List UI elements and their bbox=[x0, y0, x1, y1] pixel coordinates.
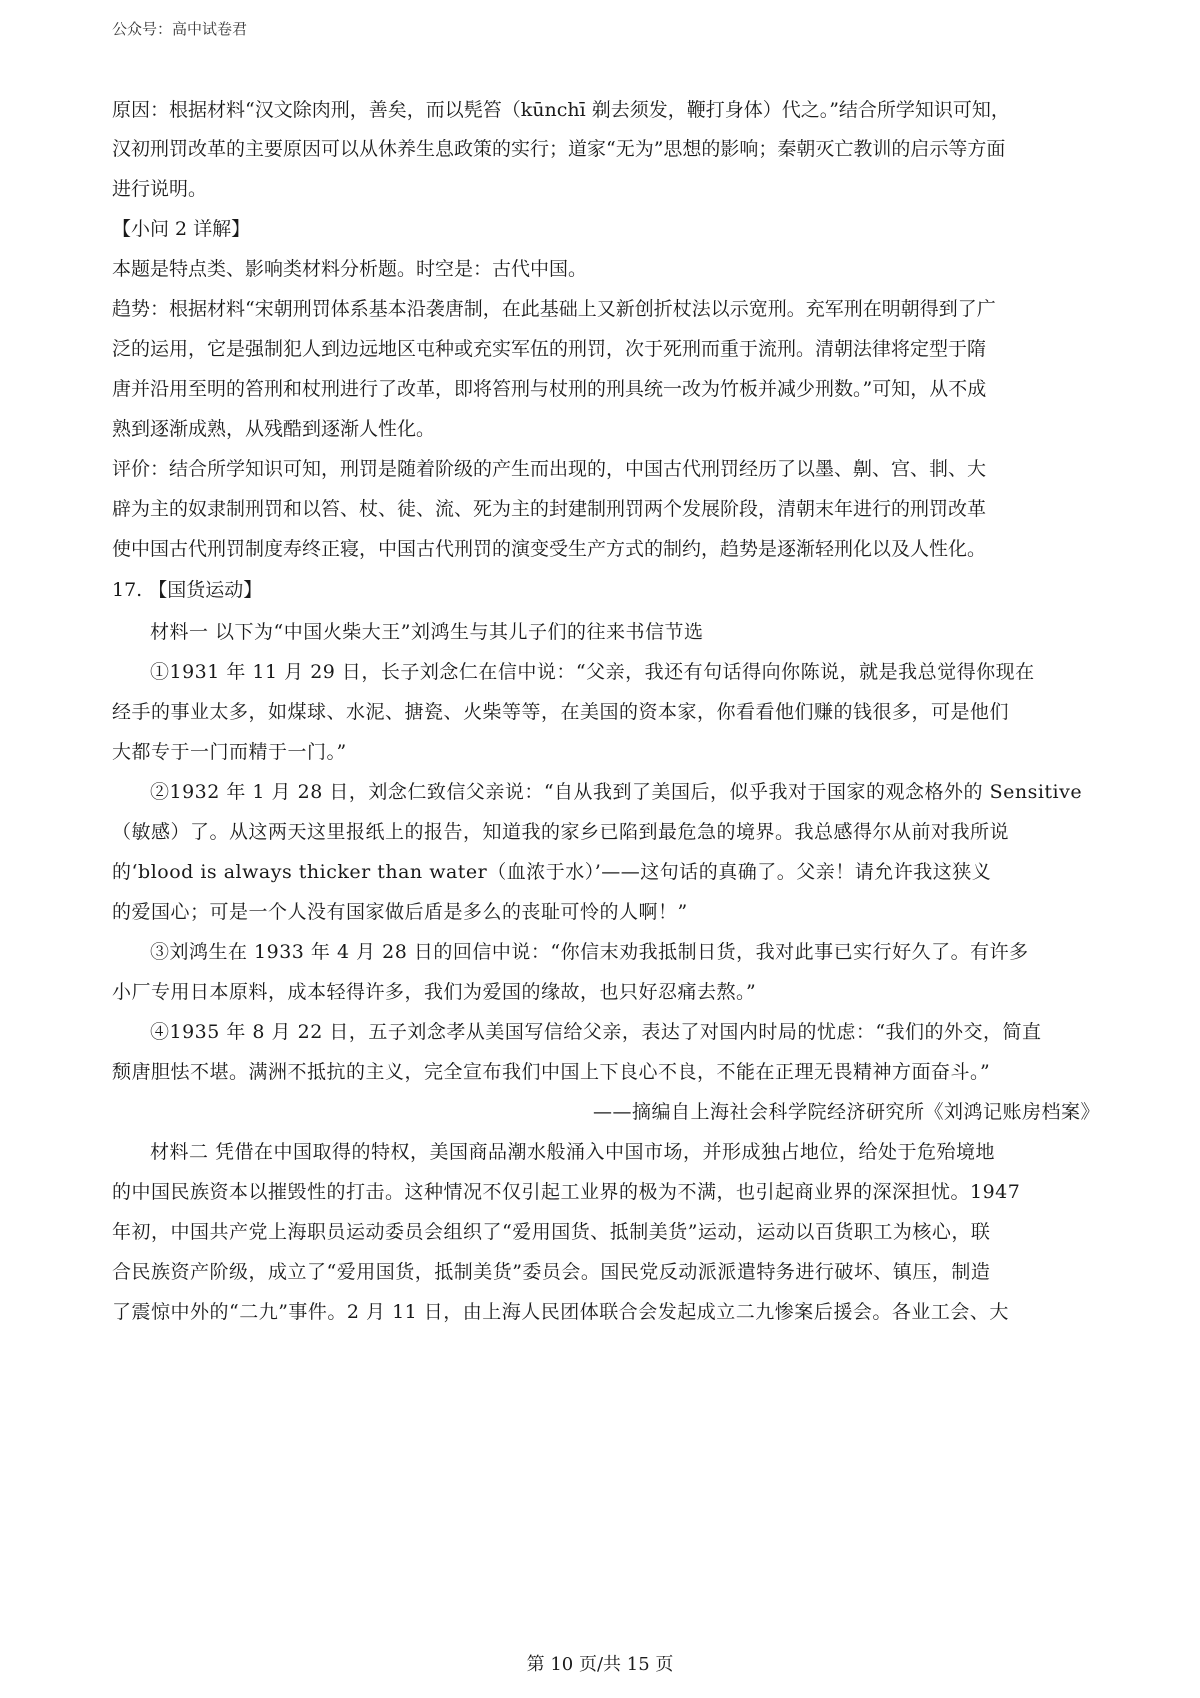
letter-2-line-1: ②1932 年 1 月 28 日，刘念仁致信父亲说：“自从我到了美国后，似乎我对于国家的观念格外的 Sensitive bbox=[150, 781, 1083, 803]
evaluation-line-1: 评价：结合所学知识可知，刑罚是随着阶级的产生而出现的，中国古代刑罚经历了以墨、劓、宫、剕、大 bbox=[112, 458, 987, 480]
material-1-title: 材料一 以下为“中国火柴大王”刘鸿生与其儿子们的往来书信节选 bbox=[150, 621, 704, 643]
evaluation-line-2: 辟为主的奴隶制刑罚和以笞、杖、徒、流、死为主的封建制刑罚两个发展阶段，清朝末年进行的刑罚改革 bbox=[112, 498, 987, 520]
letter-2-line-4: 的爱国心；可是一个人没有国家做后盾是多么的丧耻可怜的人啊！” bbox=[112, 901, 688, 923]
letter-1-line-3: 大都专于一门而精于一门。” bbox=[112, 741, 347, 763]
material-2-line-1: 材料二 凭借在中国取得的特权，美国商品潮水般涌入中国市场，并形成独占地位，给处于危殆境地 bbox=[150, 1141, 996, 1163]
page-number: 第 10 页/共 15 页 bbox=[526, 1654, 674, 1675]
letter-1-line-2: 经手的事业太多，如煤球、水泥、搪瓷、火柴等等，在美国的资本家，你看看他们赚的钱很多，可是他们 bbox=[112, 701, 1010, 723]
material-2-line-4: 合民族资产阶级，成立了“爱用国货，抵制美货”委员会。国民党反动派派遣特务进行破坏、镇压，制造 bbox=[112, 1261, 991, 1283]
trend-line-4: 熟到逐渐成熟，从残酷到逐渐人性化。 bbox=[112, 418, 436, 440]
reason-line-3: 进行说明。 bbox=[112, 178, 208, 200]
reason-line-2: 汉初刑罚改革的主要原因可以从休养生息政策的实行；道家“无为”思想的影响；秦朝灭亡教训的启示等方面 bbox=[112, 138, 1006, 160]
letter-2-line-2: （敏感）了。从这两天这里报纸上的报告，知道我的家乡已陷到最危急的境界。我总感得尔从前对我所说 bbox=[112, 821, 1010, 843]
sub2-title: 【小问 2 详解】 bbox=[112, 218, 251, 240]
letter-1-line-1: ①1931 年 11 月 29 日，长子刘念仁在信中说：“父亲，我还有句话得向你陈说，就是我总觉得你现在 bbox=[150, 661, 1035, 683]
header-account: 公众号：高中试卷君 bbox=[112, 20, 248, 38]
intro-line: 本题是特点类、影响类材料分析题。时空是：古代中国。 bbox=[112, 258, 588, 280]
question-17-title: 17. 【国货运动】 bbox=[112, 579, 263, 601]
trend-line-3: 唐并沿用至明的笞刑和杖刑进行了改革，即将笞刑与杖刑的刑具统一改为竹板并减少刑数。”可知，从不成 bbox=[112, 378, 987, 400]
letter-2-line-3: 的‘blood is always thicker than water（血浓于水）’——这句话的真确了。父亲！请允许我这狭义 bbox=[112, 861, 992, 883]
material-1-source: ——摘编自上海社会科学院经济研究所《刘鸿记账房档案》 bbox=[592, 1101, 1100, 1123]
letter-4-line-1: ④1935 年 8 月 22 日，五子刘念孝从美国写信给父亲，表达了对国内时局的忧虑：“我们的外交，简直 bbox=[150, 1021, 1042, 1043]
material-2-line-3: 年初，中国共产党上海职员运动委员会组织了“爱用国货、抵制美货”运动，运动以百货职工为核心，联 bbox=[112, 1221, 991, 1243]
trend-line-1: 趋势：根据材料“宋朝刑罚体系基本沿袭唐制，在此基础上又新创折杖法以示宽刑。充军刑在明朝得到了广 bbox=[112, 298, 996, 320]
reason-line-1: 原因：根据材料“汉文除肉刑，善矣，而以髡笞（kūnchī 剃去须发，鞭打身体）代之。”结合所学知识可知， bbox=[112, 99, 1010, 121]
letter-3-line-1: ③刘鸿生在 1933 年 4 月 28 日的回信中说：“你信末劝我抵制日货，我对此事已实行好久了。有许多 bbox=[150, 941, 1029, 963]
letter-3-line-2: 小厂专用日本原料，成本轻得许多，我们为爱国的缘故，也只好忍痛去熬。” bbox=[112, 981, 757, 1003]
material-2-line-2: 的中国民族资本以摧毁性的打击。这种情况不仅引起工业界的极为不满，也引起商业界的深深担忧。1947 bbox=[112, 1181, 1021, 1203]
evaluation-line-3: 使中国古代刑罚制度寿终正寝，中国古代刑罚的演变受生产方式的制约，趋势是逐渐轻刑化以及人性化。 bbox=[112, 538, 987, 560]
letter-4-line-2: 颓唐胆怯不堪。满洲不抵抗的主义，完全宣布我们中国上下良心不良，不能在正理无畏精神方面奋斗。” bbox=[112, 1061, 991, 1083]
material-2-line-5: 了震惊中外的“二九”事件。2 月 11 日，由上海人民团体联合会发起成立二九惨案后援会。各业工会、大 bbox=[112, 1301, 1009, 1323]
trend-line-2: 泛的运用，它是强制犯人到边远地区屯种或充实军伍的刑罚，次于死刑而重于流刑。清朝法律将定型于隋 bbox=[112, 338, 987, 360]
